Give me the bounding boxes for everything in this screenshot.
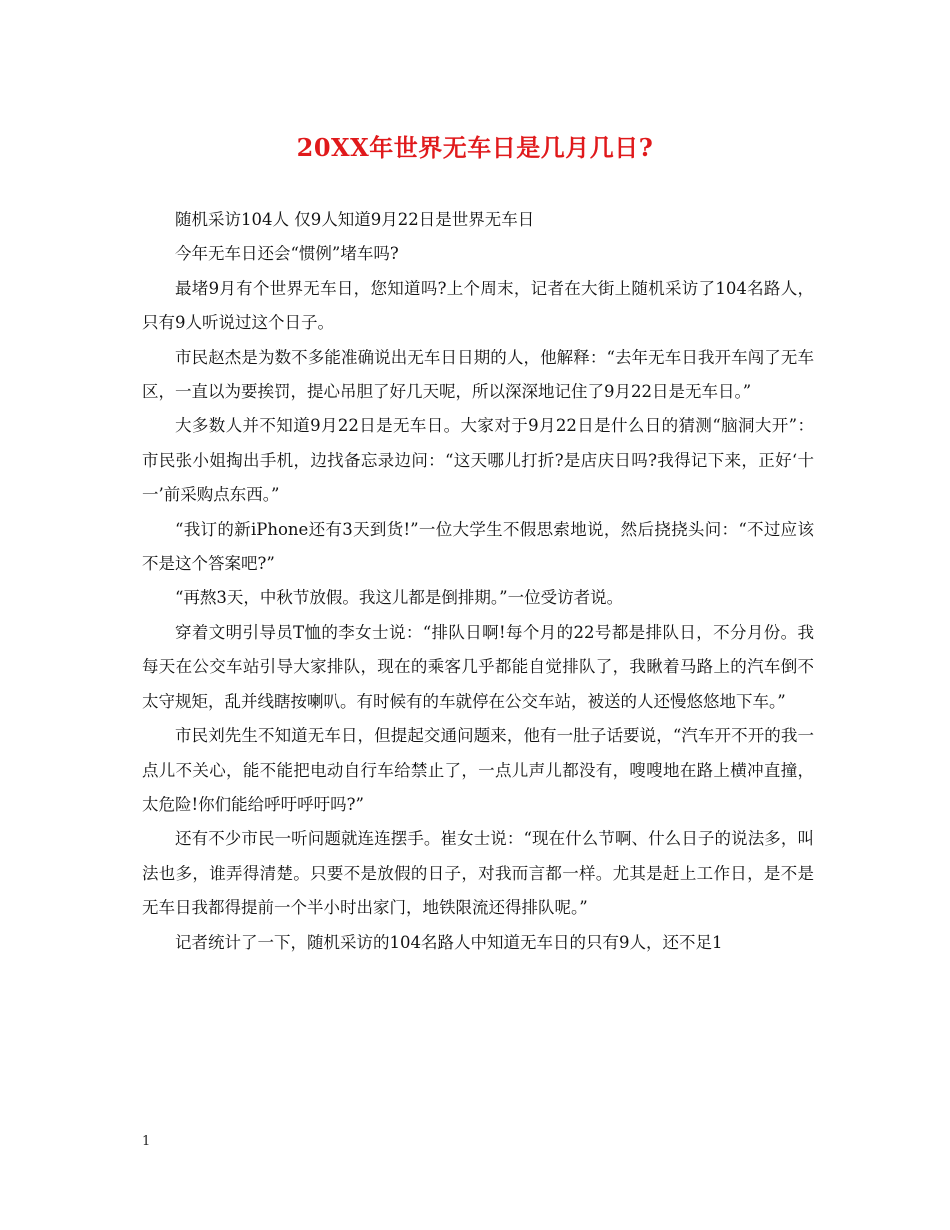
paragraph-8: 穿着文明引导员T恤的李女士说：“排队日啊!每个月的22号都是排队日，不分月份。我每天在公交车站引导大家排队，现在的乘客几乎都能自觉排队了，我瞅着马路上的汽车倒不太守规矩，乱并线瞎按喇叭。有时候有的车就停在公交车站，被送的人还慢悠悠地下车。”	[142, 622, 814, 711]
paragraph-5: 大多数人并不知道9月22日是无车日。大家对于9月22日是什么日的猜测“脑洞大开”：市民张小姐掏出手机，边找备忘录边问：“这天哪儿打折?是店庆日吗?我得记下来，正好‘十一’前采购点东西。”	[142, 416, 814, 505]
paragraph-7: “再熬3天，中秋节放假。我这儿都是倒排期。”一位受访者说。	[175, 588, 624, 608]
paragraph-4: 市民赵杰是为数不多能准确说出无车日日期的人，他解释：“去年无车日我开车闯了无车区，一直以为要挨罚，提心吊胆了好几天呢，所以深深地记住了9月22日是无车日。”	[142, 347, 814, 402]
paragraph-11: 记者统计了一下，随机采访的104名路人中知道无车日的只有9人，还不足1	[175, 932, 723, 952]
paragraph-3: 最堵9月有个世界无车日，您知道吗?上个周末，记者在大街上随机采访了104名路人，只有9人听说过这个日子。	[142, 278, 814, 333]
paragraph-2: 今年无车日还会“惯例”堵车吗?	[175, 244, 399, 264]
paragraph-6: “我订的新iPhone还有3天到货!”一位大学生不假思索地说，然后挠挠头问：“不过应该不是这个答案吧?”	[142, 519, 814, 574]
page-number: 1	[142, 1134, 151, 1149]
paragraph-9: 市民刘先生不知道无车日，但提起交通问题来，他有一肚子话要说，“汽车开不开的我一点儿不关心，能不能把电动自行车给禁止了，一点儿声儿都没有，嗖嗖地在路上横冲直撞，太危险!你们能给呼吁呼吁吗?”	[142, 726, 814, 814]
paragraph-10: 还有不少市民一听问题就连连摆手。崔女士说：“现在什么节啊、什么日子的说法多，叫法也多，谁弄得清楚。只要不是放假的日子，对我而言都一样。尤其是赶上工作日，是不是无车日我都得提前一个半小时出家门，地铁限流还得排队呢。”	[142, 829, 814, 918]
document-title: 20XX年世界无车日是几月几日?	[296, 133, 654, 162]
article-body	[142, 203, 814, 960]
paragraph-1: 随机采访104人 仅9人知道9月22日是世界无车日	[175, 210, 535, 229]
